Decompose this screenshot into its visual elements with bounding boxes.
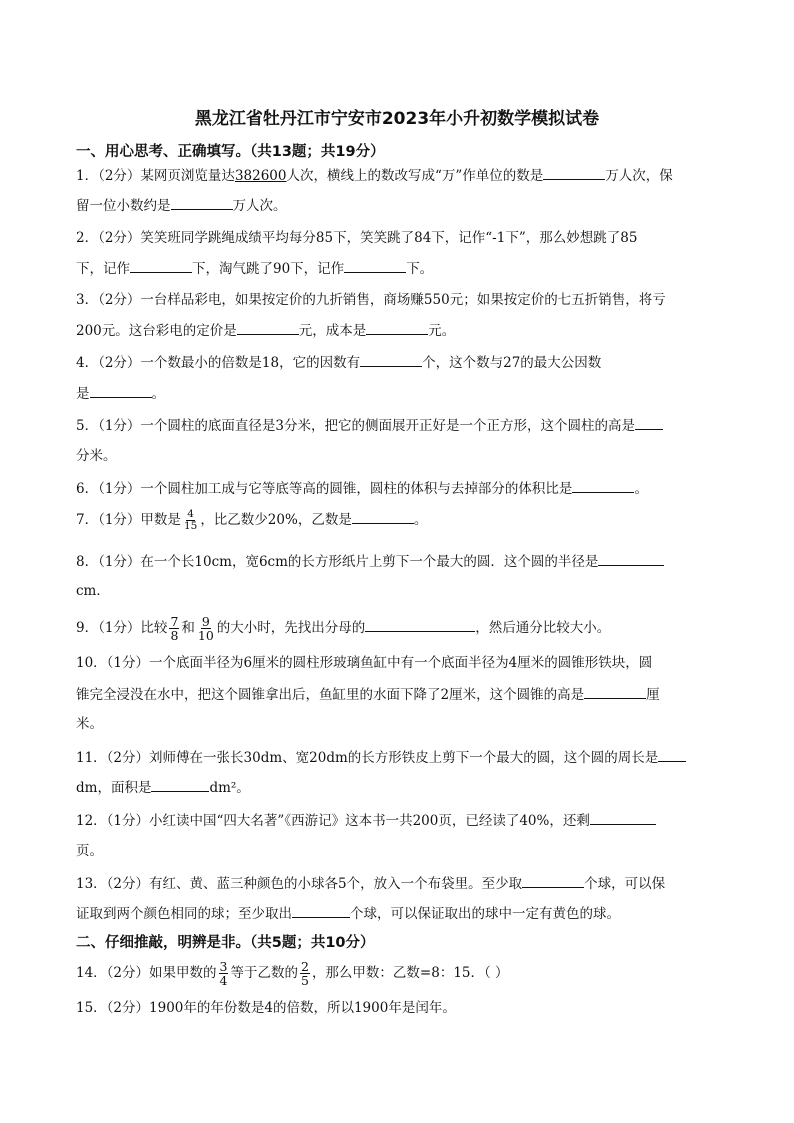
denominator: 5: [300, 973, 309, 988]
underlined-number: 382600: [234, 168, 287, 184]
text: dm²。: [209, 780, 250, 796]
question-3-line-2: [76, 320, 455, 341]
answer-blank[interactable]: [237, 320, 299, 335]
text: 200元。这台彩电的定价是: [76, 323, 237, 339]
text: 个球，可以保证取出的球中一定有黄色的球。: [350, 906, 620, 922]
text: 万人次。: [232, 198, 287, 214]
text: 个，这个数与27的最大公因数: [422, 355, 602, 371]
answer-blank[interactable]: [522, 873, 584, 888]
text: 。: [151, 386, 165, 402]
fraction: [169, 615, 179, 642]
question-12-line-2: 页。: [76, 843, 103, 859]
fraction: [197, 615, 215, 642]
text: dm，面积是: [76, 780, 152, 796]
denominator: 8: [170, 628, 179, 643]
denominator: 15: [183, 520, 198, 532]
answer-blank[interactable]: [590, 810, 656, 825]
text: 7．（1分）甲数是: [76, 512, 181, 528]
question-3-line-1: 3．（2分）一台样品彩电，如果按定价的九折销售，商场赚550元；如果按定价的七五折销售，将亏: [76, 292, 666, 308]
question-8-line-2: cm．: [76, 583, 110, 599]
text: 个球，可以保: [584, 876, 666, 892]
text: ，那么甲数：乙数=8：15．（ ）: [311, 965, 509, 981]
text: 元。: [428, 323, 456, 339]
text: ，然后通分比较大小。: [475, 620, 611, 636]
text: 下，记作: [76, 261, 130, 277]
answer-blank[interactable]: [90, 383, 152, 398]
answer-blank[interactable]: [584, 684, 646, 699]
question-6: [76, 478, 648, 499]
text: 锥完全浸没在水中，把这个圆锥拿出后，鱼缸里的水面下降了2厘米，这个圆锥的高是: [76, 687, 585, 703]
text: 12．（1分）小红读中国“四大名著”《西游记》这本书一共200页，已经读了40%，还剩: [76, 813, 590, 829]
question-11-line-1: [76, 747, 686, 768]
text: 的大小时，先找出分母的: [216, 620, 366, 636]
question-8-line-1: [76, 551, 664, 572]
text: 13．（2分）有红、黄、蓝三种颜色的小球各5个，放入一个布袋里。至少取: [76, 876, 523, 892]
question-4-line-2: [76, 383, 165, 404]
question-15: 15．（2分）1900年的年份数是4的倍数，所以1900年是闰年。: [76, 1000, 456, 1016]
question-1-line-2: [76, 195, 287, 216]
text: 14．（2分）如果甲数的: [76, 965, 217, 981]
section-1-heading: 一、用心思考、正确填写。（共13题；共19分）: [76, 144, 385, 160]
text: 厘: [646, 687, 660, 703]
denominator: 10: [197, 628, 214, 643]
question-5-line-1: [76, 415, 663, 436]
text: 等于乙数的: [230, 965, 298, 981]
numerator: 7: [170, 614, 179, 629]
question-1-line-1: [76, 165, 673, 186]
text: 万人次，保: [605, 168, 673, 184]
question-14: [76, 960, 509, 987]
section-2-heading: 二、仔细推敲，明辨是非。（共5题；共10分）: [76, 935, 375, 951]
answer-blank[interactable]: [292, 903, 350, 918]
text: 和: [181, 620, 195, 636]
text: 。: [634, 481, 648, 497]
text: 下。: [406, 261, 434, 277]
answer-blank[interactable]: [171, 195, 233, 210]
text: 下，淘气跳了90下，记作: [192, 261, 345, 277]
text: 9．（1分）比较: [76, 620, 168, 636]
question-2-line-2: [76, 258, 433, 279]
fraction: [219, 960, 229, 987]
answer-blank[interactable]: [598, 551, 664, 566]
question-5-line-2: 分米。: [76, 448, 117, 464]
fraction: [183, 509, 198, 532]
answer-blank[interactable]: [543, 165, 605, 180]
answer-blank[interactable]: [130, 258, 192, 273]
text: 1．（2分）某网页浏览量达: [76, 168, 235, 184]
text: 6．（1分）一个圆柱加工成与它等底等高的圆锥，圆柱的体积与去掉部分的体积比是: [76, 481, 573, 497]
fraction: [300, 960, 310, 987]
text: 是: [76, 386, 90, 402]
numerator: 3: [219, 959, 228, 974]
text: 元，成本是: [298, 323, 367, 339]
question-12-line-1: [76, 810, 656, 831]
question-11-line-2: [76, 777, 250, 798]
answer-blank[interactable]: [151, 777, 209, 792]
answer-blank[interactable]: [658, 747, 686, 762]
answer-blank[interactable]: [360, 352, 422, 367]
text: 人次，横线上的数改写成“万”作单位的数是: [286, 168, 544, 184]
numerator: 9: [201, 614, 210, 629]
text: 留一位小数约是: [76, 198, 171, 214]
question-10-line-3: 米。: [76, 716, 103, 732]
question-13-line-2: [76, 903, 620, 924]
text: 4．（2分）一个数最小的倍数是18，它的因数有: [76, 355, 361, 371]
question-9: [76, 615, 610, 642]
question-2-line-1: 2．（2分）笑笑班同学跳绳成绩平均每分85下，笑笑跳了84下，记作“-1下”，那么妙想跳了85: [76, 230, 638, 246]
text: 11．（2分）刘师傅在一张长30dm、宽20dm的长方形铁皮上剪下一个最大的圆，这个圆的周长是: [76, 750, 659, 766]
answer-blank[interactable]: [365, 617, 475, 632]
exam-title: 黑龙江省牡丹江市宁安市2023年小升初数学模拟试卷: [194, 109, 600, 129]
answer-blank[interactable]: [344, 258, 406, 273]
question-4-line-1: [76, 352, 601, 373]
question-7: [76, 509, 427, 532]
numerator: 2: [300, 959, 309, 974]
question-10-line-2: [76, 684, 660, 705]
text: 5．（1分）一个圆柱的底面直径是3分米，把它的侧面展开正好是一个正方形，这个圆柱的高是: [76, 418, 636, 434]
text: 8．（1分）在一个长10cm，宽6cm的长方形纸片上剪下一个最大的圆．这个圆的半径是: [76, 554, 599, 570]
question-10-line-1: 10．（1分）一个底面半径为6厘米的圆柱形玻璃鱼缸中有一个底面半径为4厘米的圆锥形铁块，圆: [76, 655, 653, 671]
answer-blank[interactable]: [635, 415, 663, 430]
text: 。: [413, 512, 428, 528]
answer-blank[interactable]: [366, 320, 428, 335]
text: 证取到两个颜色相同的球；至少取出: [76, 906, 292, 922]
answer-blank[interactable]: [352, 509, 414, 524]
answer-blank[interactable]: [572, 478, 634, 493]
denominator: 4: [219, 973, 228, 988]
question-13-line-1: [76, 873, 665, 894]
text: ，比乙数少20%，乙数是: [200, 512, 352, 528]
numerator: 4: [187, 508, 194, 520]
